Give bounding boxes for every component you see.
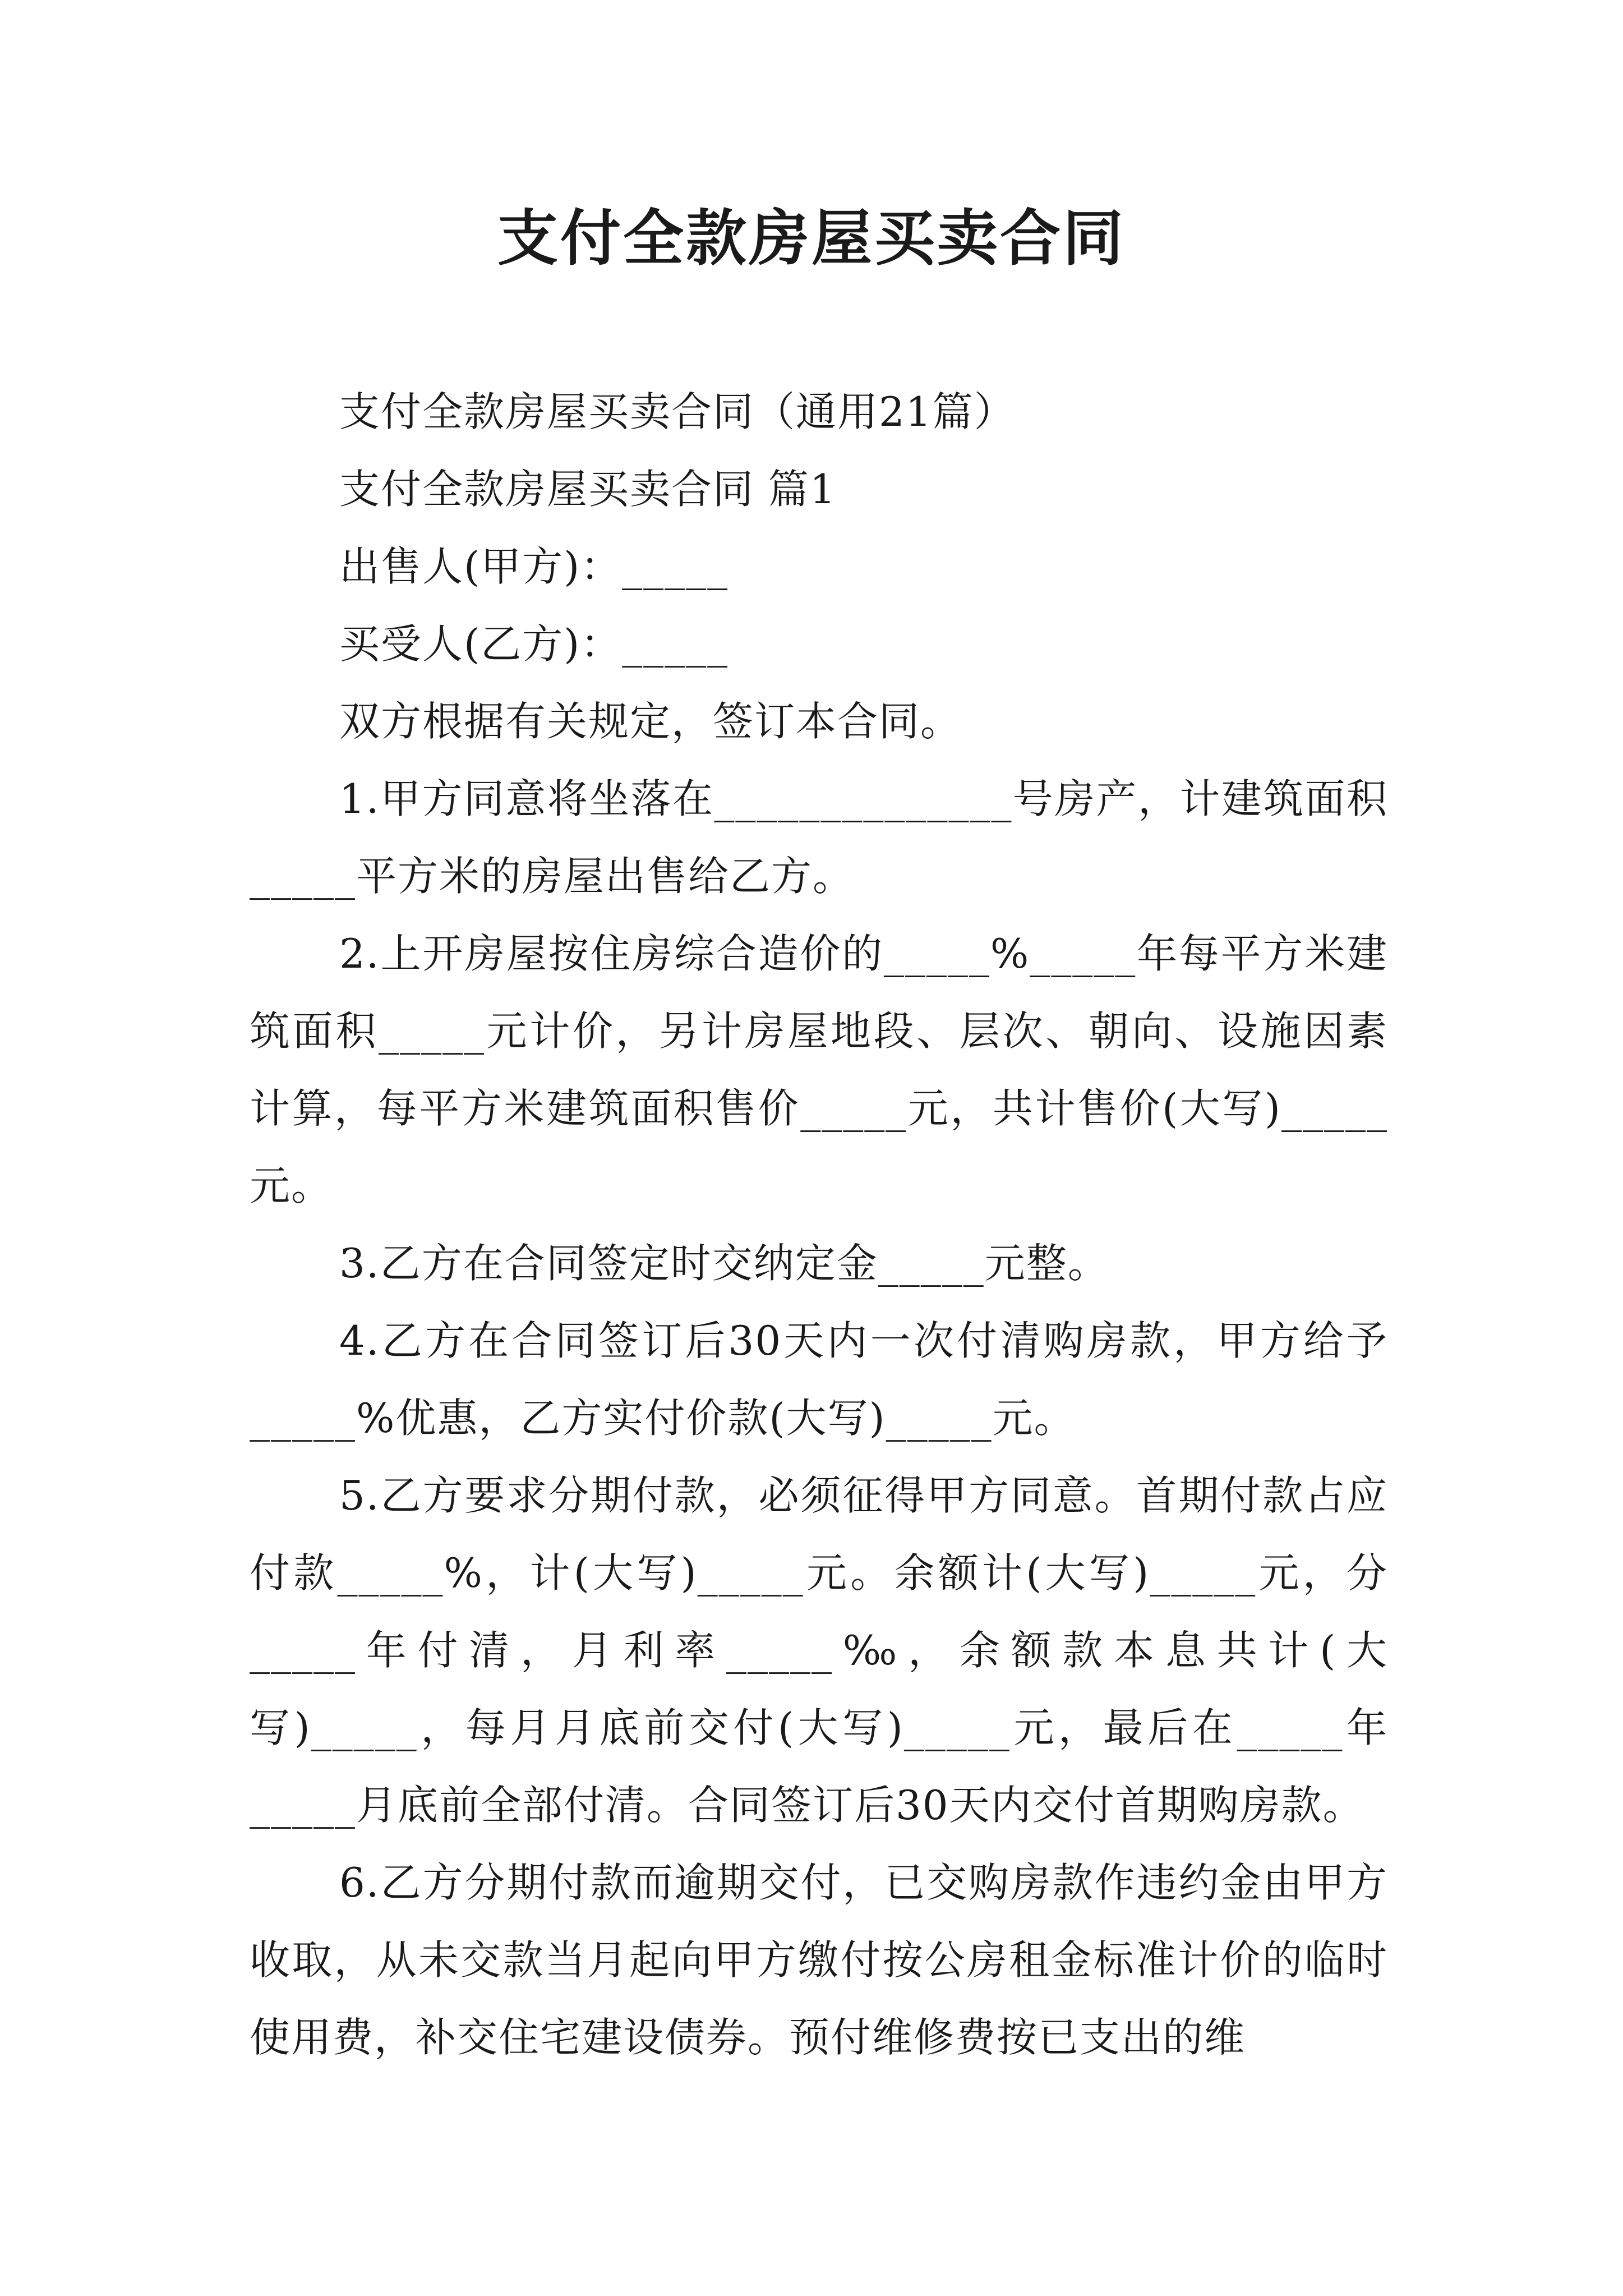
paragraph-subtitle: 支付全款房屋买卖合同（通用21篇）: [339, 388, 1016, 435]
paragraph-clause-6: 6.乙方分期付款而逾期交付，已交购房款作违约金由甲方收取，从未交款当月起向甲方缴付按公房租金标准计价的临时使用费，补交住宅建设债券。预付维修费按已支出的维: [250, 1859, 1388, 2061]
paragraph-clause-3: 3.乙方在合同签定时交纳定金_____元整。: [339, 1240, 1109, 1287]
paragraph-section-heading: 支付全款房屋买卖合同 篇1: [339, 466, 837, 513]
paragraph-clause-2: 2.上开房屋按住房综合造价的_____%_____年每平方米建筑面积_____元计价，另计房屋地段、层次、朝向、设施因素计算，每平方米建筑面积售价_____元，共计售价(大写)_____元。: [250, 930, 1388, 1209]
paragraph-clause-5: 5.乙方要求分期付款，必须征得甲方同意。首期付款占应付款_____%，计(大写)_____元。余额计(大写)_____元，分_____年付清，月利率_____‰，余额款本息共计(大写)_____，每月月底前交付(大写)_____元，最后在_____年_____月底前全部付清。合同签订后30天内交付首期购房款。: [250, 1472, 1388, 1829]
paragraph-preamble: 双方根据有关规定，签订本合同。: [339, 698, 962, 745]
document-title: 支付全款房屋买卖合同: [497, 203, 1126, 274]
document-body: [250, 373, 1388, 2076]
paragraph-buyer: 买受人(乙方)：_____: [339, 620, 729, 668]
paragraph-clause-1: 1.甲方同意将坐落在______________号房产，计建筑面积_____平方米的房屋出售给乙方。: [250, 775, 1388, 900]
paragraph-seller: 出售人(甲方)：_____: [339, 543, 729, 590]
paragraph-clause-4: 4.乙方在合同签订后30天内一次付清购房款，甲方给予_____%优惠，乙方实付价款(大写)_____元。: [250, 1317, 1388, 1442]
